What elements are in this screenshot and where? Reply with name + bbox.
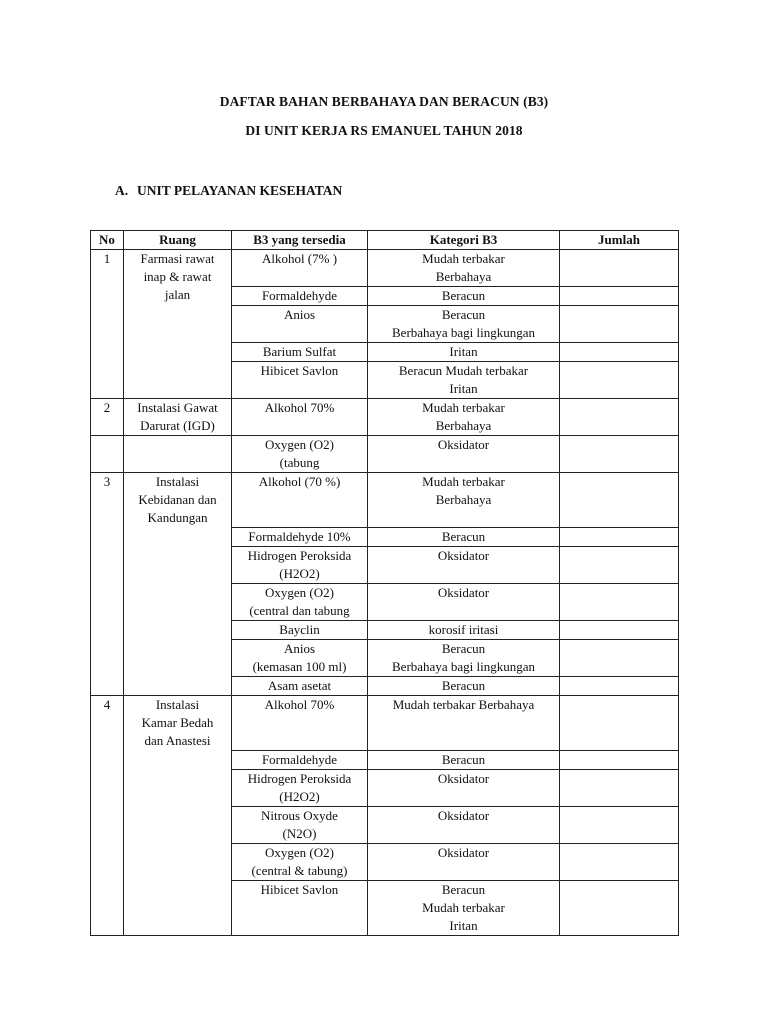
cell-b3 bbox=[232, 528, 368, 547]
cell-b3-line: Alkohol (7% ) bbox=[261, 251, 338, 266]
cell-kategori-line: Beracun bbox=[441, 678, 486, 693]
cell-kategori-line: Berbahaya bbox=[435, 269, 492, 284]
cell-jumlah bbox=[560, 751, 679, 770]
cell-b3-line: Formaldehyde bbox=[261, 752, 338, 767]
cell-b3-line: (H2O2) bbox=[279, 789, 320, 804]
cell-b3 bbox=[232, 584, 368, 621]
cell-b3 bbox=[232, 696, 368, 751]
cell-b3 bbox=[232, 250, 368, 287]
cell-kategori bbox=[368, 696, 560, 751]
cell-b3 bbox=[232, 362, 368, 399]
cell-kategori-line: Mudah terbakar Berbahaya bbox=[392, 697, 535, 712]
cell-b3-line: (N2O) bbox=[282, 826, 317, 841]
cell-b3-line: (kemasan 100 ml) bbox=[252, 659, 347, 674]
cell-jumlah bbox=[560, 547, 679, 584]
cell-b3-line: Hibicet Savlon bbox=[260, 882, 339, 897]
cell-kategori-line: Iritan bbox=[449, 344, 478, 359]
cell-kategori-line: Oksidator bbox=[437, 585, 490, 600]
cell-ruang-line: Darurat (IGD) bbox=[140, 418, 215, 433]
cell-b3 bbox=[232, 770, 368, 807]
cell-kategori-line: Beracun Mudah terbakar bbox=[398, 363, 529, 378]
b3-table bbox=[90, 230, 679, 936]
section-heading bbox=[115, 183, 342, 199]
cell-b3 bbox=[232, 473, 368, 528]
cell-ruang-line: dan Anastesi bbox=[144, 733, 211, 748]
cell-no: 2 bbox=[91, 399, 124, 436]
cell-kategori-line: Oksidator bbox=[437, 771, 490, 786]
cell-kategori bbox=[368, 844, 560, 881]
cell-kategori-line: Beracun bbox=[441, 288, 486, 303]
cell-b3-line: (H2O2) bbox=[279, 566, 320, 581]
cell-kategori bbox=[368, 473, 560, 528]
document-title-line2: DI UNIT KERJA RS EMANUEL TAHUN 2018 bbox=[245, 123, 523, 138]
cell-ruang-line: inap & rawat bbox=[143, 269, 212, 284]
table-row bbox=[91, 399, 679, 436]
cell-kategori-line: Oksidator bbox=[437, 437, 490, 452]
cell-jumlah bbox=[560, 844, 679, 881]
cell-no bbox=[91, 436, 124, 473]
cell-jumlah bbox=[560, 399, 679, 436]
cell-kategori bbox=[368, 528, 560, 547]
cell-kategori-line: Berbahaya bbox=[435, 492, 492, 507]
cell-kategori-line: Berbahaya bbox=[435, 418, 492, 433]
cell-b3-line: Hidrogen Peroksida bbox=[247, 548, 352, 563]
cell-b3-line: Nitrous Oxyde bbox=[261, 808, 338, 823]
cell-jumlah bbox=[560, 306, 679, 343]
cell-b3 bbox=[232, 677, 368, 696]
cell-b3 bbox=[232, 751, 368, 770]
header-no: No bbox=[91, 231, 124, 250]
cell-kategori bbox=[368, 399, 560, 436]
cell-b3-line: (central dan tabung bbox=[249, 603, 350, 618]
cell-jumlah bbox=[560, 584, 679, 621]
cell-ruang-line: jalan bbox=[164, 287, 191, 302]
cell-b3-line: Oxygen (O2) bbox=[265, 845, 334, 860]
cell-b3 bbox=[232, 399, 368, 436]
cell-b3-line: Asam asetat bbox=[267, 678, 332, 693]
cell-ruang-line: Kandungan bbox=[147, 510, 208, 525]
cell-kategori-line: Iritan bbox=[449, 918, 478, 933]
cell-b3 bbox=[232, 807, 368, 844]
cell-kategori-line: Beracun bbox=[441, 307, 486, 322]
cell-b3-line: Hidrogen Peroksida bbox=[247, 771, 352, 786]
cell-ruang-line: Kebidanan dan bbox=[138, 492, 217, 507]
section-title: UNIT PELAYANAN KESEHATAN bbox=[137, 183, 343, 198]
cell-b3-line: Anios bbox=[283, 641, 316, 656]
cell-kategori-line: Mudah terbakar bbox=[422, 251, 505, 266]
cell-b3 bbox=[232, 287, 368, 306]
header-ruang: Ruang bbox=[124, 231, 232, 250]
cell-b3 bbox=[232, 844, 368, 881]
cell-jumlah bbox=[560, 250, 679, 287]
cell-kategori bbox=[368, 807, 560, 844]
cell-kategori-line: korosif iritasi bbox=[428, 622, 499, 637]
cell-kategori-line: Oksidator bbox=[437, 808, 490, 823]
cell-kategori bbox=[368, 306, 560, 343]
cell-b3-line: Barium Sulfat bbox=[262, 344, 337, 359]
header-jumlah: Jumlah bbox=[560, 231, 679, 250]
cell-ruang-line: Kamar Bedah bbox=[141, 715, 214, 730]
header-kategori: Kategori B3 bbox=[368, 231, 560, 250]
cell-jumlah bbox=[560, 621, 679, 640]
cell-ruang bbox=[124, 436, 232, 473]
cell-ruang bbox=[124, 696, 232, 936]
cell-kategori bbox=[368, 362, 560, 399]
cell-b3-line: Bayclin bbox=[279, 622, 320, 637]
cell-b3 bbox=[232, 306, 368, 343]
cell-kategori bbox=[368, 621, 560, 640]
cell-jumlah bbox=[560, 473, 679, 528]
cell-kategori bbox=[368, 436, 560, 473]
cell-kategori-line: Oksidator bbox=[437, 548, 490, 563]
cell-kategori bbox=[368, 547, 560, 584]
cell-b3-line: Formaldehyde 10% bbox=[248, 529, 351, 544]
document-title-line1: DAFTAR BAHAN BERBAHAYA DAN BERACUN (B3) bbox=[219, 94, 549, 109]
cell-kategori bbox=[368, 287, 560, 306]
cell-b3-line: Alkohol 70% bbox=[264, 400, 335, 415]
cell-b3-line: (central & tabung) bbox=[251, 863, 348, 878]
cell-jumlah bbox=[560, 362, 679, 399]
cell-b3-line: Hibicet Savlon bbox=[260, 363, 339, 378]
table-row bbox=[91, 473, 679, 528]
cell-no: 3 bbox=[91, 473, 124, 696]
cell-kategori bbox=[368, 881, 560, 936]
cell-ruang bbox=[124, 399, 232, 436]
cell-b3-line: Alkohol 70% bbox=[264, 697, 335, 712]
cell-b3 bbox=[232, 881, 368, 936]
cell-ruang bbox=[124, 473, 232, 696]
cell-jumlah bbox=[560, 640, 679, 677]
cell-kategori-line: Beracun bbox=[441, 529, 486, 544]
section-letter: A. bbox=[115, 183, 129, 198]
cell-jumlah bbox=[560, 528, 679, 547]
cell-kategori bbox=[368, 770, 560, 807]
cell-kategori bbox=[368, 250, 560, 287]
cell-kategori-line: Oksidator bbox=[437, 845, 490, 860]
cell-b3 bbox=[232, 640, 368, 677]
table-row bbox=[91, 250, 679, 287]
cell-kategori bbox=[368, 343, 560, 362]
cell-jumlah bbox=[560, 807, 679, 844]
cell-b3 bbox=[232, 343, 368, 362]
cell-kategori bbox=[368, 677, 560, 696]
cell-kategori-line: Mudah terbakar bbox=[422, 400, 505, 415]
cell-jumlah bbox=[560, 677, 679, 696]
cell-kategori-line: Mudah terbakar bbox=[422, 900, 505, 915]
cell-jumlah bbox=[560, 881, 679, 936]
cell-kategori-line: Beracun bbox=[441, 882, 486, 897]
cell-ruang-line: Instalasi Gawat bbox=[137, 400, 218, 415]
cell-b3-line: (tabung bbox=[279, 455, 320, 470]
cell-b3-line: Oxygen (O2) bbox=[265, 585, 334, 600]
cell-kategori-line: Beracun bbox=[441, 752, 486, 767]
cell-ruang-line: Farmasi rawat bbox=[140, 251, 215, 266]
cell-kategori bbox=[368, 584, 560, 621]
cell-kategori-line: Mudah terbakar bbox=[422, 474, 505, 489]
cell-kategori-line: Berbahaya bagi lingkungan bbox=[392, 659, 535, 674]
cell-no: 1 bbox=[91, 250, 124, 399]
cell-jumlah bbox=[560, 436, 679, 473]
cell-b3-line: Formaldehyde bbox=[261, 288, 338, 303]
cell-jumlah bbox=[560, 770, 679, 807]
cell-jumlah bbox=[560, 343, 679, 362]
cell-b3-line: Alkohol (70 %) bbox=[258, 474, 341, 489]
cell-kategori-line: Beracun bbox=[441, 641, 486, 656]
cell-jumlah bbox=[560, 696, 679, 751]
cell-ruang-line: Instalasi bbox=[155, 697, 200, 712]
cell-b3-line: Oxygen (O2) bbox=[265, 437, 334, 452]
cell-b3-line: Anios bbox=[283, 307, 316, 322]
header-b3: B3 yang tersedia bbox=[232, 231, 368, 250]
table-row bbox=[91, 436, 679, 473]
cell-kategori-line: Iritan bbox=[449, 381, 478, 396]
table-row bbox=[91, 696, 679, 751]
cell-kategori bbox=[368, 640, 560, 677]
cell-ruang-line: Instalasi bbox=[155, 474, 200, 489]
cell-kategori-line: Berbahaya bagi lingkungan bbox=[392, 325, 535, 340]
cell-kategori bbox=[368, 751, 560, 770]
cell-b3 bbox=[232, 547, 368, 584]
cell-b3 bbox=[232, 621, 368, 640]
cell-ruang bbox=[124, 250, 232, 399]
table-body bbox=[91, 250, 679, 936]
cell-b3 bbox=[232, 436, 368, 473]
cell-no: 4 bbox=[91, 696, 124, 936]
cell-jumlah bbox=[560, 287, 679, 306]
table-header-row bbox=[91, 231, 679, 250]
